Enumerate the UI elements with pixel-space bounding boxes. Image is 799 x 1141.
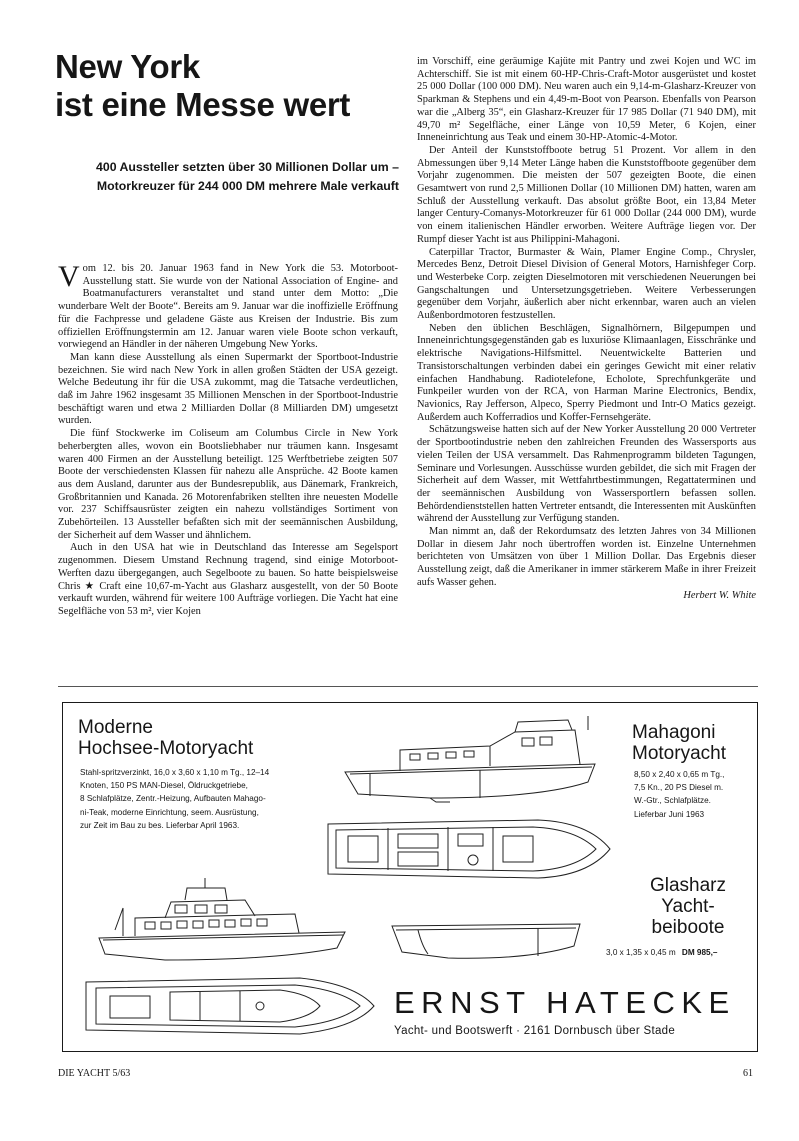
ad-mahagoni-title: Mahagoni Motoryacht	[632, 722, 726, 764]
company-logo: ERNST HATECKE	[394, 985, 736, 1020]
beiboot-drawing	[388, 916, 588, 966]
ad-beiboote-specs: 3,0 x 1,35 x 0,45 m DM 985,–	[606, 948, 718, 957]
article-paragraph: Schätzungsweise hatten sich auf der New Yorker Ausstellung 20 000 Vertreter der Sportbootindustrie neben den zahlreichen Freunden des Wassersports aus vielen Teilen der USA versammelt. Das Rahmenprogramm bildeten Tagungen, Seminare und Vorlesungen. Ausschüsse wurden gebildet, die sich mit Fragen der Sicherheit auf dem Wasser, mit Wettfahrtbestimmungen, Regattaterminen und der seemännischen Ausbildung von Wassersportlern befassen sollen. Behördendienststellen hatten Vertreter entsandt, die Interessenten mit Auskünften während der Ausstellung zur Verfügung standen.	[417, 424, 756, 525]
title-line: New York	[55, 48, 200, 85]
yacht-top-view-drawing	[80, 970, 380, 1042]
ad-mahagoni-specs: 8,50 x 2,40 x 0,65 m Tg., 7,5 Kn., 20 PS Diesel m. W.-Gtr., Schlafplätze. Lieferbar Juni 1963	[634, 770, 725, 819]
article-paragraph: Der Anteil der Kunststoffboote betrug 51 Prozent. Vor allem in den Abmessungen über 9,14 Meter Länge haben die Kunststoffboote gegenüber dem Vorjahr zugenommen. Die meisten der 507 gezeigten Boote, die einen Gesamtwert von rund 2,5 Millionen Dollar (10 Millionen DM) hatten, waren am Schluß der Ausstellung verkauft. Das absolut größte Boot, ein 13,84 Meter langer Century-Comanys-Motorkreuzer für 61 000 Dollar (244 000 DM), wurde von einem italienischen Händler erworben. Weitere Aufträge liegen vor. Der Rumpf dieser Yacht ist aus Philippini-Mahagoni.	[417, 144, 756, 245]
article-paragraph: Neben den üblichen Beschlägen, Signalhörnern, Bilgepumpen und Inneneinrichtungsgegenständen gab es luxuriöse Klimaanlagen, Eisschränke und elektrische Navigations-Hilfsmittel. Neuentwickelte Batterien und Transistorschaltungen verbinden dabei ein geringes Gewicht mit einer relativ einfachen Handhabung. Radiotelefone, Echolote, Sprechfunkgeräte und Funkpeiler wurden von der RCA, von Harman Marine Electronics, Bendix, Navionics, Ray Jefferson, Alpeco, Sperry Piedmont und Intr-O Matics gezeigt. Außerdem auch Kofferradios und Koffer-Fernsehgeräte.	[417, 322, 756, 423]
article-paragraph: Vom 12. bis 20. Januar 1963 fand in New York die 53. Motorboot-Ausstellung statt. Sie wurde von der National Association of Engine- and Boatmanufacturers veranstaltet und stand unter dem Motto: „Die wunderbare Welt der Boote“. Bereits am 9. Januar war die inoffizielle Eröffnung für die Fachpresse und geladene Gäste aus Kreisen der Industrie. Bis zum offiziellen Eröffnungstermin am 12. Januar waren viele Boote schon verkauft, vorwiegend an Händler in der näheren Umgebung New Yorks.	[58, 260, 398, 351]
article-paragraph: Die fünf Stockwerke im Coliseum am Columbus Circle in New York beherbergten alles, wovon ein Bootsliebhaber nur träumen kann. Insgesamt waren 400 Firmen an der Ausstellung beteiligt. 125 Werftbetriebe zeigten 507 Boote der verschiedensten Klassen für nahezu alle Ansprüche. 42 Boote kamen aus dem Ausland, darunter aus der Bundesrepublik, aus Dänemark, Frankreich, Großbritannien und Kanada. 26 Motorenfabriken stellten ihre neuesten Modelle vor. 237 Schiffsausrüster zeigten ein nahezu vollständiges Sortiment von Zubehörteilen. 13 Aussteller befaßten sich mit der seemännischen Ausbildung, der Sicherheit auf dem Wasser und ähnlichem.	[58, 428, 398, 541]
article-paragraph: Man kann diese Ausstellung als einen Supermarkt der Sportboot-Industrie bezeichnen. Sie wird nach New York in allen großen Städten der USA gezeigt. Welche Bedeutung ihr für die USA zukommt, mag die Tatsache verdeutlichen, daß im Jahre 1962 insgesamt 35 Millionen Menschen in der Sportboot-Industrie beschäftigt waren und etwa 2 Milliarden Dollar (8 Milliarden DM) umgesetzt wurden.	[58, 351, 398, 427]
page-number: 61	[743, 1068, 753, 1079]
drop-cap: V	[58, 260, 80, 293]
article-paragraph: im Vorschiff, eine geräumige Kajüte mit Pantry und zwei Kojen und WC im Achterschiff. Sie ist mit einem 60-HP-Chris-Craft-Motor ausgerüstet und kostet 25 000 Dollar (100 000 DM). Neu waren auch ein 9,14-m-Glasharz-Kreuzer von Sparkman & Stephens und ein 4,49-m-Boot von Pearson. Ebenfalls von Pearson war die „Alberg 35“, ein Glasharz-Kreuzer für 17 985 Dollar (71 940 DM), mit 49,70 m² Segelfläche, einer Länge von 10,59 Meter, 6 Kojen, einer Inneneinrichtung aus Teak und einem 30-HP-Atomic-4-Motor.	[417, 56, 756, 144]
article-paragraph: Caterpillar Tractor, Burmaster & Wain, Plamer Engine Comp., Chrysler, Mercedes Benz, Detroit Diesel Division of General Motors, Harnishfeger Corp. und Westerbeke Corp. zeigten Dieselmotoren mit verschiedenen Neuerungen bei Gangschaltungen und Untersetzungsgetrieben. Weitere Verbesserungen gegenüber dem Vorjahr, äußerlich aber nicht erkennbar, waren auch an vielen Außenbordmotoren festzustellen.	[417, 246, 756, 322]
section-divider	[58, 686, 758, 687]
title-line: ist eine Messe wert	[55, 86, 351, 123]
ad-beiboote-title: Glasharz Yacht- beiboote	[649, 875, 727, 938]
motoryacht-side-view-drawing	[340, 712, 610, 804]
ad-motoryacht-title: Moderne Hochsee-Motoryacht	[78, 717, 254, 759]
article-author: Herbert W. White	[683, 589, 756, 601]
ad-motoryacht-specs: Stahl-spritzverzinkt, 16,0 x 3,60 x 1,10 m Tg., 12–14 Knoten, 150 PS MAN-Diesel, Öldruckgetriebe, 8 Schlafplätze, Zentr.-Heizung, Aufbauten Mahago- ni-Teak, moderne Einrichtung, seem. Ausrüstung, zur Zeit im Bau zu bes. Lieferbar April 1963.	[80, 768, 270, 830]
subtitle-line: 400 Aussteller setzten über 30 Millionen Dollar um –	[96, 160, 399, 174]
article-paragraph: Auch in den USA hat wie in Deutschland das Interesse am Segelsport zugenommen. Diesem Umstand Rechnung tragend, sind einige Motorboot-Werften dazu übergegangen, auch Segelboote zu bauen. So hatte beispielsweise Chris ★ Craft eine 10,67-m-Yacht aus Glasharz ausgestellt, von der 50 Boote verkauft wurden, während für weitere 100 Aufträge vorliegen. Die Yacht hat eine Segelfläche von 53 m², vier Kojen	[58, 542, 398, 617]
article-paragraph: Man nimmt an, daß der Rekordumsatz des letzten Jahres von 34 Millionen Dollar in diesem Jahr noch übertroffen worden ist. Einzelne Unternehmen berichteten von Umsätzen von über 1 Million Dollar. Das Ergebnis dieser Ausstellung zeigt, daß die Amerikaner in immer stärkerem Maße in ihrer Freizeit aufs Wasser gehen.	[417, 526, 756, 588]
article-column-right	[417, 56, 756, 602]
article-title	[55, 48, 395, 124]
magazine-issue: DIE YACHT 5/63	[58, 1068, 131, 1079]
article-column-left	[58, 260, 398, 619]
company-address: Yacht- und Bootswerft · 2161 Dornbusch über Stade	[394, 1025, 676, 1037]
hochsee-motoryacht-drawing	[95, 878, 355, 966]
subtitle-line: Motorkreuzer für 244 000 DM mehrere Male verkauft	[96, 179, 399, 193]
motoryacht-deck-plan-drawing	[318, 812, 618, 887]
article-subtitle	[55, 158, 399, 196]
